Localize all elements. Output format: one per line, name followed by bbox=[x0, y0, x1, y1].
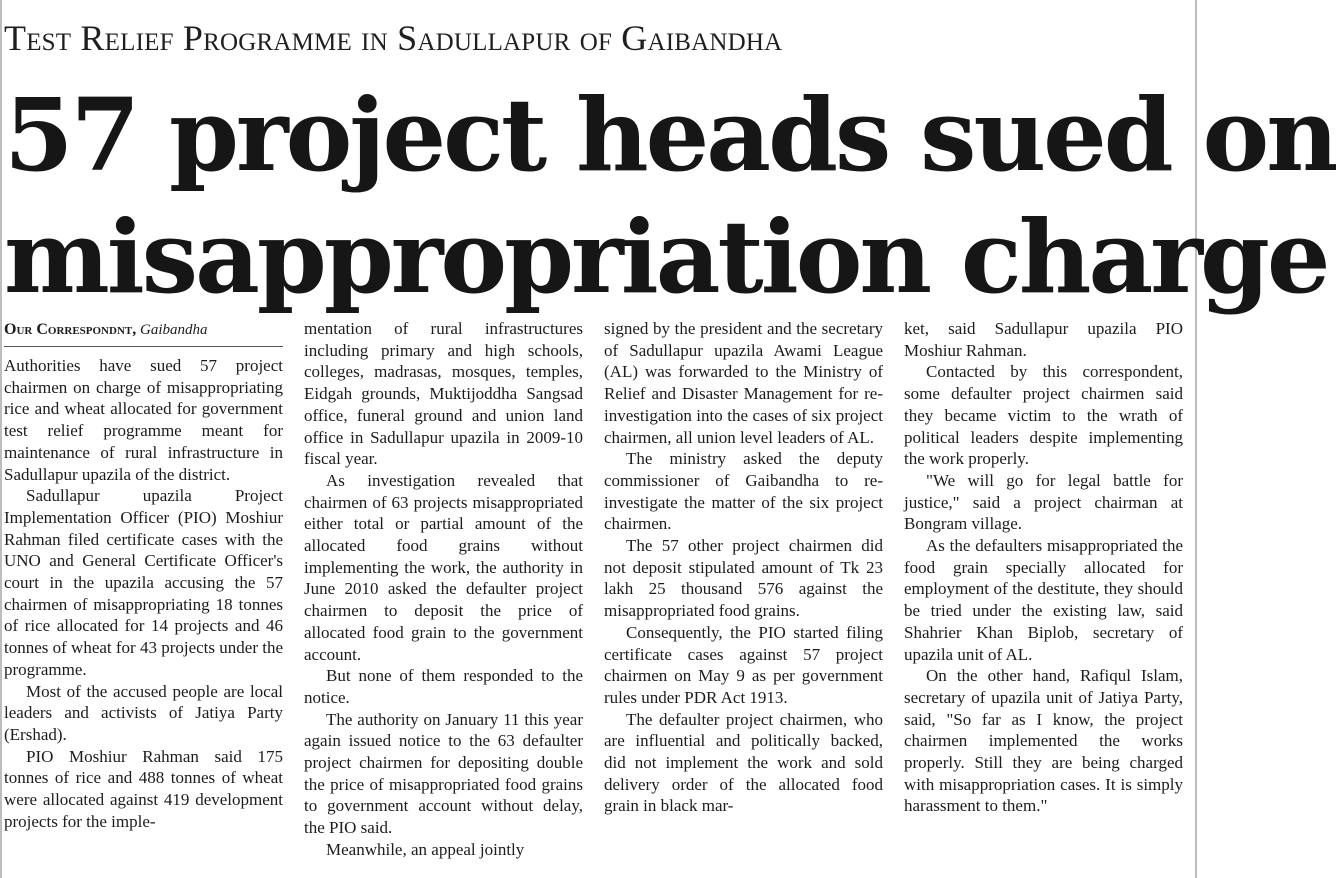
article-column-2 bbox=[304, 318, 583, 878]
paragraph: mentation of rural infrastructures including primary and high schools, colleges, madrasas, mosques, temples, Eidgah grounds, Muktijoddha Sangsad office, funeral ground and union land office in Sadullapur upazila in 2009-10 fiscal year. bbox=[304, 319, 583, 469]
paragraph: The 57 other project chairmen did not deposit stipulated amount of Tk 23 lakh 25 thousand 576 against the misappropriated food grains. bbox=[604, 536, 883, 621]
paragraph: But none of them responded to the notice. bbox=[304, 666, 583, 707]
paragraph: Consequently, the PIO started filing certificate cases against 57 project chairmen on May 9 as per government rules under PDR Act 1913. bbox=[604, 622, 883, 707]
byline bbox=[4, 320, 283, 347]
paragraph: As the defaulters misappropriated the food grain specially allocated for employment of the destitute, they should be tried under the existing law, said Shahrier Khan Biplob, secretary of upazila unit of AL. bbox=[904, 536, 1183, 664]
paragraph: On the other hand, Rafiqul Islam, secretary of upazila unit of Jatiya Party, said, "So far as I know, the project chairmen implemented the works properly. Still they are being charged with misappropriation cases. It is simply harassment to them." bbox=[904, 666, 1183, 816]
paragraph: signed by the president and the secretary of Sadullapur upazila Awami League (AL) was forwarded to the Ministry of Relief and Disaster Management for re-investigation into the cases of six project chairmen, all union level leaders of AL. bbox=[604, 319, 883, 447]
paragraph: The ministry asked the deputy commissioner of Gaibandha to re-investigate the matter of the six project chairmen. bbox=[604, 449, 883, 534]
paragraph: Sadullapur upazila Project Implementation Officer (PIO) Moshiur Rahman filed certificate cases with the UNO and General Certificate Officer's court in the upazila accusing the 57 chairmen of misappropriating 18 tonnes of rice allocated for 14 projects and 46 tonnes of wheat for 43 projects under the programme. bbox=[4, 486, 283, 679]
headline-line-1: 57 project heads sued on bbox=[4, 76, 1336, 194]
paragraph: Meanwhile, an appeal jointly bbox=[326, 839, 525, 859]
article-column-4 bbox=[904, 318, 1183, 878]
main-headline bbox=[4, 74, 1336, 318]
article-column-1 bbox=[4, 318, 283, 878]
left-border bbox=[0, 0, 2, 878]
paragraph: "We will go for legal battle for justice," said a project chairman at Bongram village. bbox=[904, 470, 1183, 534]
byline-place: Gaibandha bbox=[139, 322, 208, 338]
article-column-3 bbox=[604, 318, 883, 878]
paragraph: ket, said Sadullapur upazila PIO Moshiur Rahman. bbox=[904, 319, 1183, 360]
paragraph: Most of the accused people are local leaders and activists of Jatiya Party (Ershad). bbox=[4, 681, 283, 744]
paragraph: The authority on January 11 this year again issued notice to the 63 defaulter project chairmen for depositing double the price of misappropriated food grains to government account without delay, the PIO said. bbox=[304, 709, 583, 838]
paragraph: The defaulter project chairmen, who are influential and politically backed, did not implement the work and sold delivery order of the allocated food grain in black mar- bbox=[604, 709, 883, 816]
paragraph: PIO Moshiur Rahman said 175 tonnes of rice and 488 tonnes of wheat were allocated against 419 development projects for the imple- bbox=[4, 746, 283, 831]
paragraph: Contacted by this correspondent, some defaulter project chairmen said they became victim to the wrath of political leaders despite implementing the work properly. bbox=[904, 362, 1183, 469]
headline-line-2: misappropriation charge bbox=[4, 198, 1328, 316]
byline-name: Our Correspondnt, bbox=[4, 321, 137, 338]
paragraph: Authorities have sued 57 project chairmen on charge of misappropriating rice and wheat allocated for government test relief programme meant for maintenance of rural infrastructure in Sadullapur upazila of the district. bbox=[4, 356, 283, 484]
kicker-headline: Test Relief Programme in Sadullapur of Gaibandha bbox=[4, 18, 783, 58]
paragraph: As investigation revealed that chairmen of 63 projects misappropriated either total or partial amount of the allocated food grains without implementing the work, the authority in June 2010 asked the defaulter project chairmen to deposit the price of allocated food grain to the government account. bbox=[304, 470, 583, 664]
